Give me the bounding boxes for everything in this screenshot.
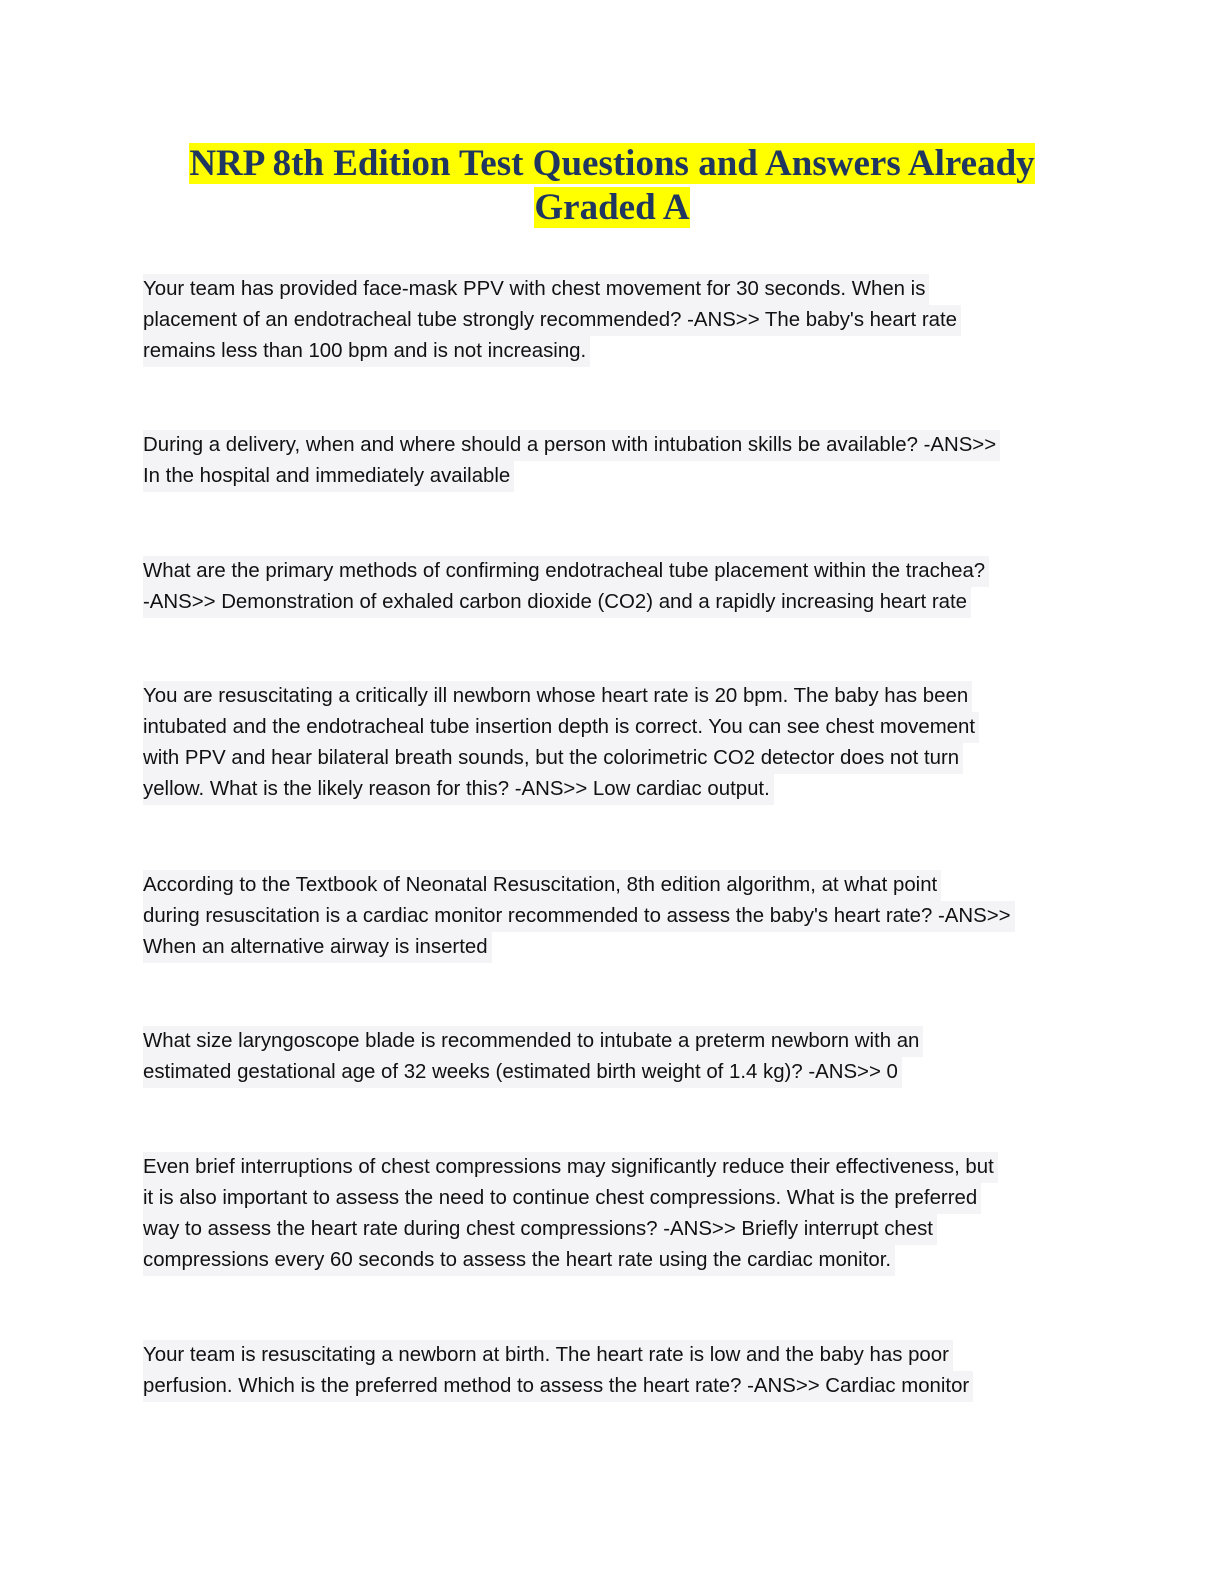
qa-text-line: compressions every 60 seconds to assess the heart rate using the cardiac monitor. [143,1245,895,1276]
title-line: NRP 8th Edition Test Questions and Answers Already [189,143,1035,184]
qa-text-line: What are the primary methods of confirming endotracheal tube placement within the trachea? [143,556,989,587]
qa-text-line: yellow. What is the likely reason for this? -ANS>> Low cardiac output. [143,774,774,805]
qa-text-line: estimated gestational age of 32 weeks (estimated birth weight of 1.4 kg)? -ANS>> 0 [143,1057,902,1088]
qa-item [143,430,1073,492]
qa-item [143,1340,1073,1402]
qa-text-line: Your team is resuscitating a newborn at birth. The heart rate is low and the baby has poor [143,1340,953,1371]
qa-text-line: Even brief interruptions of chest compressions may significantly reduce their effectiveness, but [143,1152,998,1183]
qa-text-line: During a delivery, when and where should a person with intubation skills be available? -ANS>> [143,430,1000,461]
qa-item [143,556,1073,618]
qa-text-line: placement of an endotracheal tube strongly recommended? -ANS>> The baby's heart rate [143,305,961,336]
qa-item [143,870,1073,963]
qa-text-line: with PPV and hear bilateral breath sounds, but the colorimetric CO2 detector does not turn [143,743,963,774]
qa-text-line: Your team has provided face-mask PPV with chest movement for 30 seconds. When is [143,274,929,305]
document-title [150,142,1074,230]
qa-text-line: remains less than 100 bpm and is not increasing. [143,336,590,367]
qa-item [143,681,1073,805]
qa-text-line: What size laryngoscope blade is recommended to intubate a preterm newborn with an [143,1026,923,1057]
qa-text-line: it is also important to assess the need to continue chest compressions. What is the preferred [143,1183,981,1214]
qa-item [143,1152,1073,1276]
qa-text-line: When an alternative airway is inserted [143,932,492,963]
qa-text-line: -ANS>> Demonstration of exhaled carbon dioxide (CO2) and a rapidly increasing heart rate [143,587,971,618]
title-line: Graded A [534,187,690,228]
qa-text-line: perfusion. Which is the preferred method to assess the heart rate? -ANS>> Cardiac monitor [143,1371,973,1402]
qa-text-line: You are resuscitating a critically ill newborn whose heart rate is 20 bpm. The baby has been [143,681,972,712]
qa-text-line: In the hospital and immediately available [143,461,514,492]
qa-text-line: intubated and the endotracheal tube insertion depth is correct. You can see chest movement [143,712,979,743]
qa-item [143,1026,1073,1088]
qa-text-line: According to the Textbook of Neonatal Resuscitation, 8th edition algorithm, at what point [143,870,941,901]
qa-text-line: during resuscitation is a cardiac monitor recommended to assess the baby's heart rate? -ANS>> [143,901,1015,932]
qa-text-line: way to assess the heart rate during chest compressions? -ANS>> Briefly interrupt chest [143,1214,937,1245]
qa-item [143,274,1073,367]
